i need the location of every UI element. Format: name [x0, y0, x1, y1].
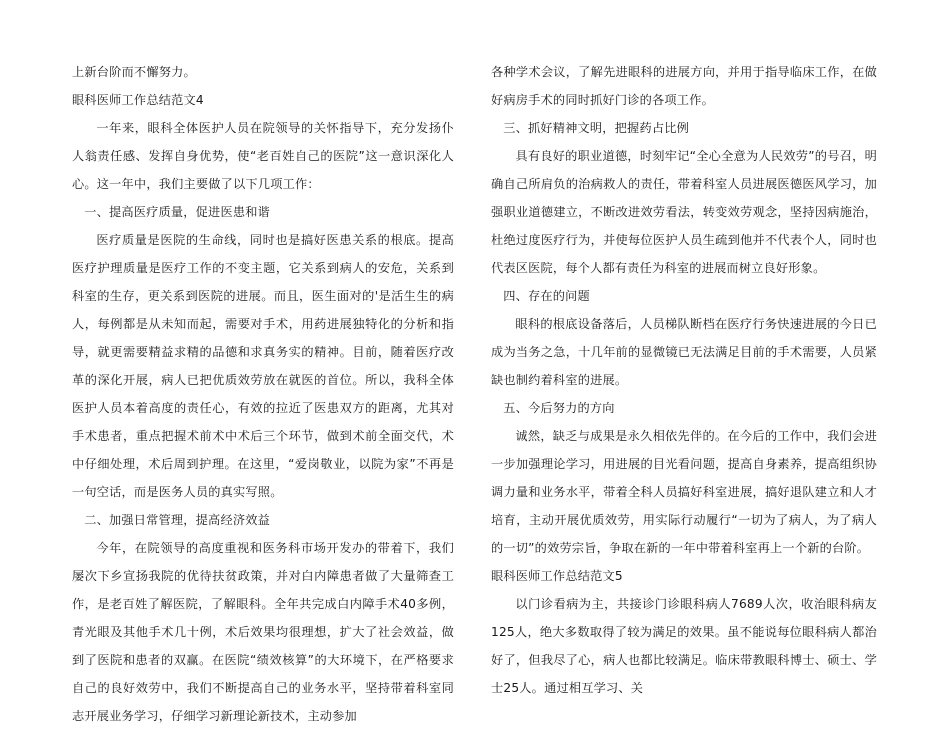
subheading: 一、提高医疗质量，促进医患和谐	[84, 205, 270, 219]
right-column	[491, 58, 877, 702]
paragraph: 今年，在院领导的高度重视和医务科市场开发办的带着下，我们屡次下乡宣扬我院的优待扶贫政策，并对白内障患者做了大量筛查工作，是老百姓了解医院，了解眼科。全年共完成白内障手术40多例，青光眼及其他手术几十例，术后效果均很理想，扩大了社会效益，做到了医院和患者的双赢。在医院“绩效核算”的大环境下，在严格要求自己的良好效劳中，我们不断提高自己的业务水平，坚持带着科室同志开展业务学习，仔细学习新理论新技术，主动参加	[72, 541, 454, 723]
subheading: 五、今后努力的方向	[503, 401, 615, 415]
section-title-5: 眼科医师工作总结范文5	[491, 569, 623, 583]
subheading: 三、抓好精神文明，把握药占比例	[503, 121, 689, 135]
subheading: 四、存在的问题	[503, 289, 590, 303]
paragraph-continuation: 上新台阶而不懈努力。	[72, 65, 196, 79]
left-column	[72, 58, 454, 730]
paragraph: 具有良好的职业道德，时刻牢记“全心全意为人民效劳”的号召，明确自己所肩负的治病救人的责任，带着科室人员进展医德医风学习，加强职业道德建立，不断改进效劳看法，转变效劳观念，坚持因病施治，杜绝过度医疗行为，并使每位医护人员生疏到他并不代表个人，同时也代表区医院，每个人都有责任为科室的进展而树立良好形象。	[491, 149, 877, 275]
paragraph: 眼科的根底设备落后，人员梯队断档在医疗行务快速进展的今日已成为当务之急，十几年前的显微镜已无法满足目前的手术需要，人员紧缺也制约着科室的进展。	[491, 317, 877, 387]
subheading: 二、加强日常管理，提高经济效益	[84, 513, 270, 527]
paragraph: 医疗质量是医院的生命线，同时也是搞好医患关系的根底。提高医疗护理质量是医疗工作的不变主题，它关系到病人的安危，关系到科室的生存，更关系到医院的进展。而且，医生面对的'是活生生的病人，每例都是从未知而起，需要对手术，用药进展独特化的分析和指导，就更需要精益求精的品德和求真务实的精神。目前，随着医疗改革的深化开展，病人已把优质效劳放在就医的首位。所以，我科全体医护人员本着高度的责任心，有效的拉近了医患双方的距离，尤其对手术患者，重点把握术前术中术后三个环节，做到术前全面交代，术中仔细处理，术后周到护理。在这里，“爱岗敬业，以院为家”不再是一句空话，而是医务人员的真实写照。	[72, 233, 454, 499]
paragraph-continuation: 各种学术会议，了解先进眼科的进展方向，并用于指导临床工作，在做好病房手术的同时抓好门诊的各项工作。	[491, 65, 877, 107]
section-title-4: 眼科医师工作总结范文4	[72, 93, 204, 107]
paragraph: 以门诊看病为主，共接诊门诊眼科病人7689人次，收治眼科病友125人，绝大多数取得了较为满足的效果。虽不能说每位眼科病人都治好了，但我尽了心，病人也都比较满足。临床带教眼科博士、硕士、学士25人。通过相互学习、关	[491, 597, 877, 695]
paragraph: 一年来，眼科全体医护人员在院领导的关怀指导下，充分发扬仆人翁责任感、发挥自身优势，使“老百姓自己的医院”这一意识深化人心。这一年中，我们主要做了以下几项工作：	[72, 121, 454, 191]
paragraph: 诚然，缺乏与成果是永久相依先伴的。在今后的工作中，我们会进一步加强理论学习，用进展的目光看问题，提高自身素养，提高组织协调力量和业务水平，带着全科人员搞好科室进展，搞好退队建立和人才培育，主动开展优质效劳，用实际行动履行“一切为了病人，为了病人的一切”的效劳宗旨，争取在新的一年中带着科室再上一个新的台阶。	[491, 429, 877, 555]
